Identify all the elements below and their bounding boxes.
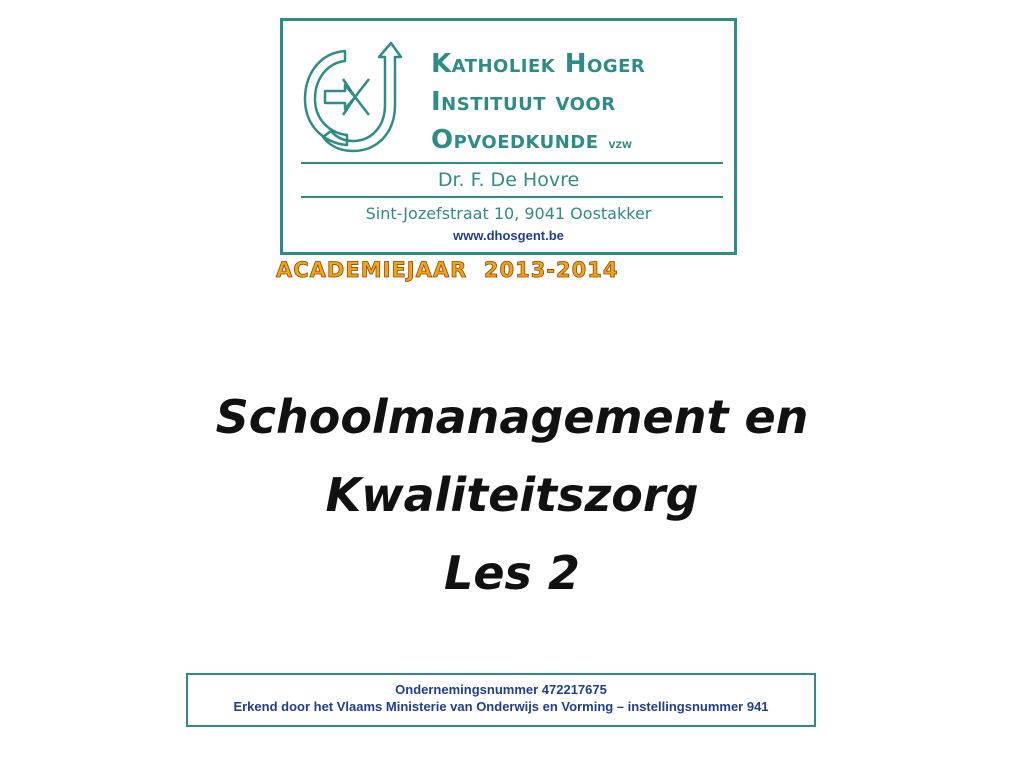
institute-name-line-3: Opvoedkunde vzw xyxy=(431,125,632,155)
footer-info-box xyxy=(186,673,816,727)
logo-divider-bottom xyxy=(301,196,723,198)
academic-year-banner: ACADEMIEJAAR 2013-2014 xyxy=(276,258,619,282)
institute-website: www.dhosgent.be xyxy=(453,228,564,243)
title-line-1: Schoolmanagement en xyxy=(215,390,809,444)
vzw-label: vzw xyxy=(608,137,632,152)
company-number: Ondernemingsnummer 472217675 xyxy=(395,682,607,697)
institute-name-line-1: Katholiek Hoger xyxy=(431,49,646,79)
title-line-3: Les 2 xyxy=(444,546,580,600)
accreditation-text: Erkend door het Vlaams Ministerie van Onderwijs en Vorming – instellingsnummer 941 xyxy=(233,699,769,714)
institute-address: Sint-Jozefstraat 10, 9041 Oostakker xyxy=(365,204,652,223)
institute-name xyxy=(431,45,645,164)
title-line-2: Kwaliteitszorg xyxy=(325,468,699,522)
logo-divider-top xyxy=(301,162,723,164)
khio-logo-mark-icon xyxy=(299,35,411,159)
institute-name-line-2: Instituut voor xyxy=(431,87,616,117)
founder-name: Dr. F. De Hovre xyxy=(437,169,580,191)
institute-logo-box xyxy=(280,18,737,255)
slide-title xyxy=(0,378,1024,612)
